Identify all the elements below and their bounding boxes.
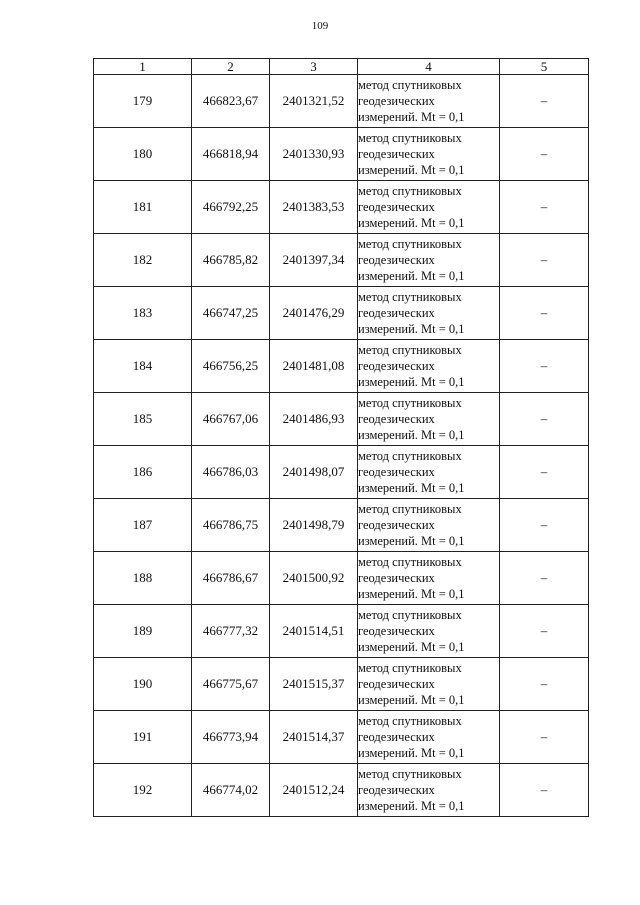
method-line: измерений. Mt = 0,1 xyxy=(358,216,465,230)
method-line: метод спутниковых xyxy=(358,343,462,357)
method-line: измерений. Mt = 0,1 xyxy=(358,375,465,389)
method-line: измерений. Mt = 0,1 xyxy=(358,428,465,442)
table-row xyxy=(94,340,589,393)
x-coordinate-cell: 466756,25 xyxy=(192,340,270,393)
method-line: геодезических xyxy=(358,253,435,267)
note-cell: – xyxy=(500,340,589,393)
method-line: метод спутниковых xyxy=(358,449,462,463)
method-cell xyxy=(358,181,500,234)
method-line: геодезических xyxy=(358,306,435,320)
point-number-cell: 189 xyxy=(94,605,192,658)
note-cell: – xyxy=(500,605,589,658)
method-line: геодезических xyxy=(358,412,435,426)
method-cell xyxy=(358,499,500,552)
note-cell: – xyxy=(500,764,589,817)
method-line: измерений. Mt = 0,1 xyxy=(358,269,465,283)
method-cell xyxy=(358,764,500,817)
y-coordinate-cell: 2401481,08 xyxy=(270,340,358,393)
method-cell xyxy=(358,340,500,393)
point-number-cell: 191 xyxy=(94,711,192,764)
table-row xyxy=(94,393,589,446)
method-line: метод спутниковых xyxy=(358,608,462,622)
point-number-cell: 185 xyxy=(94,393,192,446)
x-coordinate-cell: 466792,25 xyxy=(192,181,270,234)
method-cell xyxy=(358,605,500,658)
note-cell: – xyxy=(500,499,589,552)
method-line: метод спутниковых xyxy=(358,184,462,198)
y-coordinate-cell: 2401514,37 xyxy=(270,711,358,764)
x-coordinate-cell: 466818,94 xyxy=(192,128,270,181)
point-number-cell: 182 xyxy=(94,234,192,287)
table-row xyxy=(94,234,589,287)
method-cell xyxy=(358,287,500,340)
table-row xyxy=(94,499,589,552)
method-line: измерений. Mt = 0,1 xyxy=(358,322,465,336)
table-row xyxy=(94,446,589,499)
column-header: 1 xyxy=(94,59,192,75)
method-line: измерений. Mt = 0,1 xyxy=(358,534,465,548)
point-number-cell: 190 xyxy=(94,658,192,711)
point-number-cell: 184 xyxy=(94,340,192,393)
note-cell: – xyxy=(500,287,589,340)
method-line: метод спутниковых xyxy=(358,502,462,516)
note-cell: – xyxy=(500,393,589,446)
method-cell xyxy=(358,234,500,287)
point-number-cell: 183 xyxy=(94,287,192,340)
table-body xyxy=(94,75,589,817)
method-line: геодезических xyxy=(358,571,435,585)
method-cell xyxy=(358,446,500,499)
x-coordinate-cell: 466786,75 xyxy=(192,499,270,552)
method-line: геодезических xyxy=(358,730,435,744)
method-line: измерений. Mt = 0,1 xyxy=(358,746,465,760)
y-coordinate-cell: 2401512,24 xyxy=(270,764,358,817)
point-number-cell: 179 xyxy=(94,75,192,128)
y-coordinate-cell: 2401397,34 xyxy=(270,234,358,287)
method-line: измерений. Mt = 0,1 xyxy=(358,693,465,707)
method-line: геодезических xyxy=(358,200,435,214)
point-number-cell: 180 xyxy=(94,128,192,181)
y-coordinate-cell: 2401498,07 xyxy=(270,446,358,499)
note-cell: – xyxy=(500,446,589,499)
table-header-row xyxy=(94,59,589,75)
y-coordinate-cell: 2401321,52 xyxy=(270,75,358,128)
method-cell xyxy=(358,128,500,181)
column-header: 2 xyxy=(192,59,270,75)
note-cell: – xyxy=(500,128,589,181)
method-line: измерений. Mt = 0,1 xyxy=(358,110,465,124)
method-cell xyxy=(358,393,500,446)
table-row xyxy=(94,552,589,605)
method-cell xyxy=(358,658,500,711)
method-line: метод спутниковых xyxy=(358,555,462,569)
x-coordinate-cell: 466774,02 xyxy=(192,764,270,817)
column-header: 5 xyxy=(500,59,589,75)
y-coordinate-cell: 2401486,93 xyxy=(270,393,358,446)
note-cell: – xyxy=(500,234,589,287)
method-line: геодезических xyxy=(358,465,435,479)
x-coordinate-cell: 466773,94 xyxy=(192,711,270,764)
point-number-cell: 186 xyxy=(94,446,192,499)
note-cell: – xyxy=(500,658,589,711)
method-cell xyxy=(358,552,500,605)
x-coordinate-cell: 466786,67 xyxy=(192,552,270,605)
method-line: измерений. Mt = 0,1 xyxy=(358,640,465,654)
table-row xyxy=(94,75,589,128)
y-coordinate-cell: 2401383,53 xyxy=(270,181,358,234)
method-line: геодезических xyxy=(358,94,435,108)
table-row xyxy=(94,764,589,817)
method-line: метод спутниковых xyxy=(358,290,462,304)
y-coordinate-cell: 2401498,79 xyxy=(270,499,358,552)
method-line: метод спутниковых xyxy=(358,661,462,675)
point-number-cell: 181 xyxy=(94,181,192,234)
y-coordinate-cell: 2401500,92 xyxy=(270,552,358,605)
note-cell: – xyxy=(500,711,589,764)
x-coordinate-cell: 466785,82 xyxy=(192,234,270,287)
method-line: измерений. Mt = 0,1 xyxy=(358,587,465,601)
column-header: 4 xyxy=(358,59,500,75)
x-coordinate-cell: 466823,67 xyxy=(192,75,270,128)
method-line: измерений. Mt = 0,1 xyxy=(358,163,465,177)
point-number-cell: 188 xyxy=(94,552,192,605)
y-coordinate-cell: 2401515,37 xyxy=(270,658,358,711)
x-coordinate-cell: 466777,32 xyxy=(192,605,270,658)
coordinates-table xyxy=(93,58,589,817)
method-cell xyxy=(358,75,500,128)
method-line: геодезических xyxy=(358,518,435,532)
method-line: измерений. Mt = 0,1 xyxy=(358,799,465,813)
method-line: геодезических xyxy=(358,624,435,638)
method-line: метод спутниковых xyxy=(358,237,462,251)
table-row xyxy=(94,128,589,181)
column-header: 3 xyxy=(270,59,358,75)
point-number-cell: 187 xyxy=(94,499,192,552)
note-cell: – xyxy=(500,181,589,234)
table-row xyxy=(94,287,589,340)
table-row xyxy=(94,658,589,711)
table-row xyxy=(94,711,589,764)
x-coordinate-cell: 466747,25 xyxy=(192,287,270,340)
method-line: метод спутниковых xyxy=(358,714,462,728)
note-cell: – xyxy=(500,75,589,128)
y-coordinate-cell: 2401514,51 xyxy=(270,605,358,658)
method-line: метод спутниковых xyxy=(358,396,462,410)
method-line: метод спутниковых xyxy=(358,767,462,781)
method-line: метод спутниковых xyxy=(358,78,462,92)
method-line: метод спутниковых xyxy=(358,131,462,145)
page-number: 109 xyxy=(311,20,329,32)
y-coordinate-cell: 2401476,29 xyxy=(270,287,358,340)
x-coordinate-cell: 466786,03 xyxy=(192,446,270,499)
method-line: геодезических xyxy=(358,359,435,373)
method-line: измерений. Mt = 0,1 xyxy=(358,481,465,495)
point-number-cell: 192 xyxy=(94,764,192,817)
table-row xyxy=(94,181,589,234)
method-line: геодезических xyxy=(358,783,435,797)
x-coordinate-cell: 466775,67 xyxy=(192,658,270,711)
method-cell xyxy=(358,711,500,764)
method-line: геодезических xyxy=(358,147,435,161)
y-coordinate-cell: 2401330,93 xyxy=(270,128,358,181)
note-cell: – xyxy=(500,552,589,605)
table-row xyxy=(94,605,589,658)
x-coordinate-cell: 466767,06 xyxy=(192,393,270,446)
method-line: геодезических xyxy=(358,677,435,691)
